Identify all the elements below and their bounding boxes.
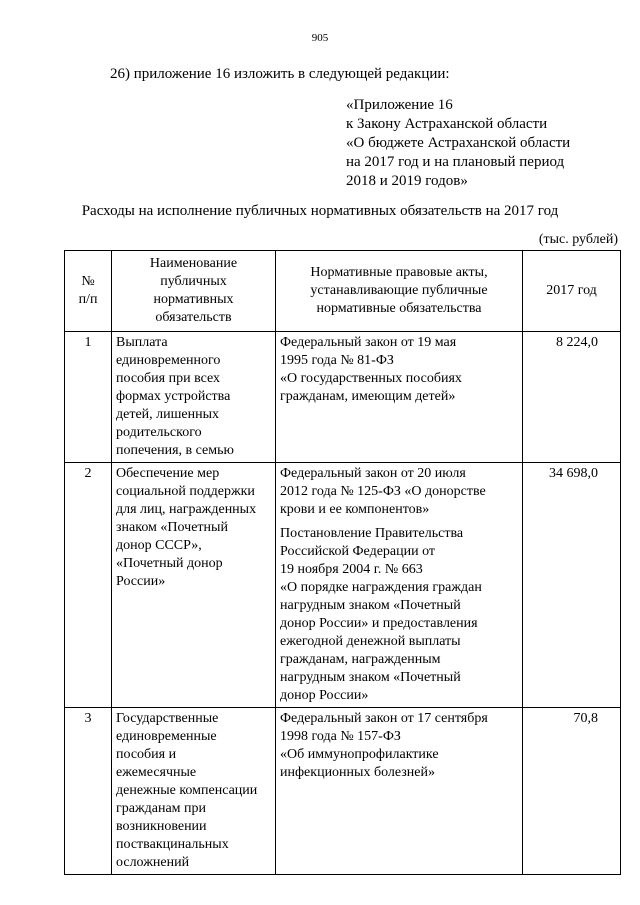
appendix-line: «Приложение 16 [346, 97, 453, 113]
legal-acts [276, 463, 523, 708]
header-number: № п/п [65, 251, 112, 332]
amount: 70,8 [523, 708, 621, 875]
row-number: 3 [65, 708, 112, 875]
table-row [65, 463, 621, 708]
legal-act: Постановление Правительства Российской Федерации от 19 ноября 2004 г. № 663 «О порядке награждения граждан нагрудным знаком «Почетный донор России» и предоставления ежегодной денежной выплаты гражданам, награжденным нагрудным знаком «Почетный донор России» [280, 526, 482, 703]
table-row [65, 708, 621, 875]
header-year: 2017 год [523, 251, 621, 332]
legal-acts [276, 708, 523, 875]
obligation-name: Выплата единовременного пособия при всех формах устройства детей, лишенных родительского попечения, в семью [112, 332, 276, 463]
obligation-name: Обеспечение мер социальной поддержки для лиц, награжденных знаком «Почетный донор СССР», «Почетный донор России» [112, 463, 276, 708]
table-header-row [65, 251, 621, 332]
legal-act: Федеральный закон от 19 мая 1995 года № 81-ФЗ «О государственных пособиях гражданам, имеющим детей» [280, 335, 462, 404]
appendix-line: 2018 и 2019 годов» [346, 173, 468, 189]
amount: 8 224,0 [523, 332, 621, 463]
row-number: 1 [65, 332, 112, 463]
legal-act: Федеральный закон от 17 сентября 1998 года № 157-ФЗ «Об иммунопрофилактике инфекционных болезней» [280, 711, 488, 780]
obligations-table [64, 250, 621, 875]
table-title: Расходы на исполнение публичных нормативных обязательств на 2017 год [81, 203, 559, 219]
appendix-line: к Закону Астраханской области [346, 116, 548, 132]
amount: 34 698,0 [523, 463, 621, 708]
legal-acts [276, 332, 523, 463]
appendix-line: «О бюджете Астраханской области [346, 135, 571, 151]
page-number: 905 [311, 32, 329, 44]
intro-paragraph: 26) приложение 16 изложить в следующей редакции: [110, 66, 450, 82]
header-name: Наименование публичных нормативных обязательств [112, 251, 276, 332]
table-row [65, 332, 621, 463]
header-acts: Нормативные правовые акты, устанавливающие публичные нормативные обязательства [276, 251, 523, 332]
unit-label: (тыс. рублей) [538, 232, 618, 247]
appendix-heading [346, 96, 570, 191]
legal-act: Федеральный закон от 20 июля 2012 года № 125-ФЗ «О донорстве крови и ее компонентов» [280, 466, 486, 517]
row-number: 2 [65, 463, 112, 708]
appendix-line: на 2017 год и на плановый период [346, 154, 565, 170]
obligation-name: Государственные единовременные пособия и ежемесячные денежные компенсации гражданам при возникновении поствакцинальных осложнений [112, 708, 276, 875]
